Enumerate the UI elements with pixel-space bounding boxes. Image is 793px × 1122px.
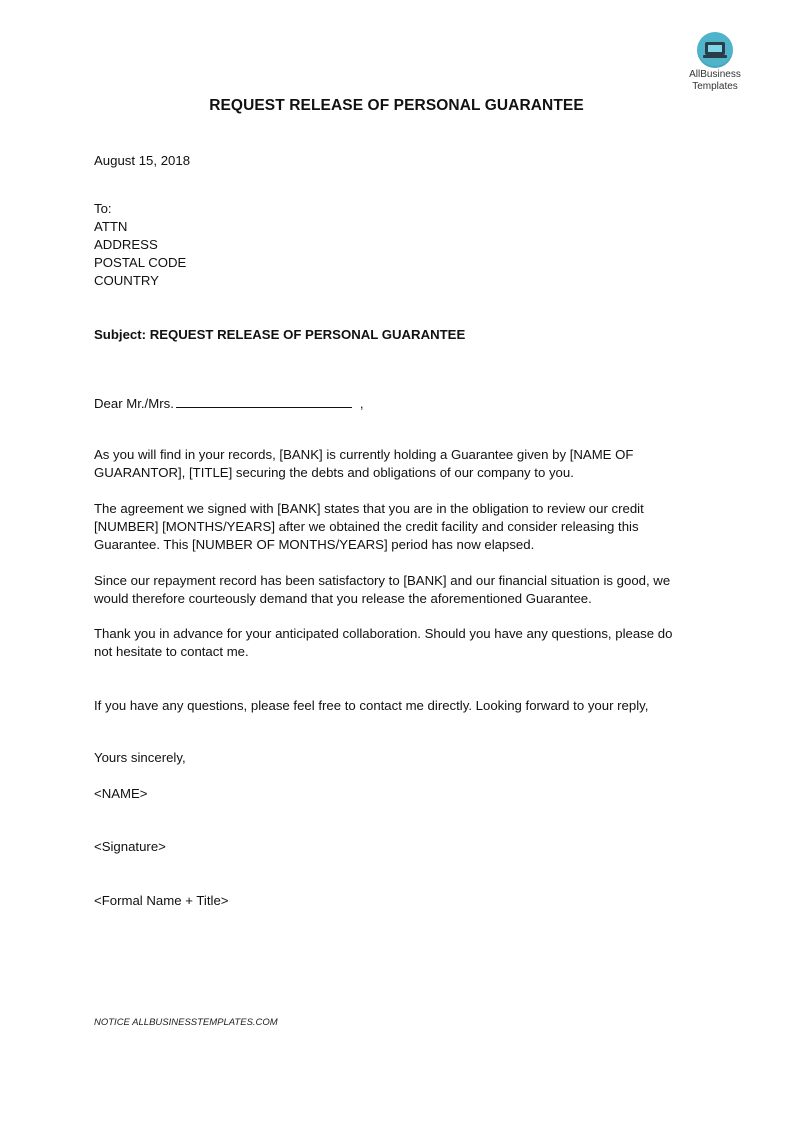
paragraph-4-line-1: Thank you in advance for your anticipated collaboration. Should you have any questions, please do <box>94 626 673 641</box>
logo-line-2: Templates <box>692 81 738 92</box>
closing-name: <NAME> <box>94 786 148 801</box>
paragraph-1-line-2: GUARANTOR], [TITLE] securing the debts and obligations of our company to you. <box>94 465 574 480</box>
paragraph-2-line-1: The agreement we signed with [BANK] states that you are in the obligation to review our credit <box>94 501 644 516</box>
recipient-name-blank <box>176 396 352 408</box>
address-attn: ATTN <box>94 219 128 234</box>
address-to: To: <box>94 201 112 216</box>
closing-formal-name-title: <Formal Name + Title> <box>94 893 229 908</box>
footer-notice: NOTICE ALLBUSINESSTEMPLATES.COM <box>94 1017 278 1028</box>
subject-label: Subject: <box>94 327 147 342</box>
paragraph-3-line-1: Since our repayment record has been satisfactory to [BANK] and our financial situation is good, we <box>94 573 671 588</box>
address-address: ADDRESS <box>94 237 158 252</box>
paragraph-1-line-1: As you will find in your records, [BANK] is currently holding a Guarantee given by [NAME OF <box>94 447 634 462</box>
address-postal-code: POSTAL CODE <box>94 255 187 270</box>
brand-logo <box>682 32 748 92</box>
closing-signature: <Signature> <box>94 839 166 854</box>
paragraph-3-line-2: would therefore courteously demand that you release the aforementioned Guarantee. <box>94 591 592 606</box>
address-country: COUNTRY <box>94 273 159 288</box>
subject-text: REQUEST RELEASE OF PERSONAL GUARANTEE <box>149 327 466 342</box>
salutation <box>94 395 364 413</box>
laptop-icon <box>697 32 733 68</box>
salutation-prefix: Dear Mr./Mrs. <box>94 396 174 411</box>
paragraph-4-line-2: not hesitate to contact me. <box>94 644 249 659</box>
logo-line-1: AllBusiness <box>689 69 741 80</box>
letter-date: August 15, 2018 <box>94 153 191 168</box>
paragraph-2-line-2: [NUMBER] [MONTHS/YEARS] after we obtained the credit facility and consider releasing this <box>94 519 639 534</box>
paragraph-5: If you have any questions, please feel free to contact me directly. Looking forward to your reply, <box>94 698 649 713</box>
closing-sincerely: Yours sincerely, <box>94 750 186 765</box>
subject-line <box>94 326 465 344</box>
paragraph-2-line-3: Guarantee. This [NUMBER OF MONTHS/YEARS] period has now elapsed. <box>94 537 535 552</box>
document-title: REQUEST RELEASE OF PERSONAL GUARANTEE <box>209 97 584 114</box>
salutation-suffix: , <box>359 396 364 411</box>
